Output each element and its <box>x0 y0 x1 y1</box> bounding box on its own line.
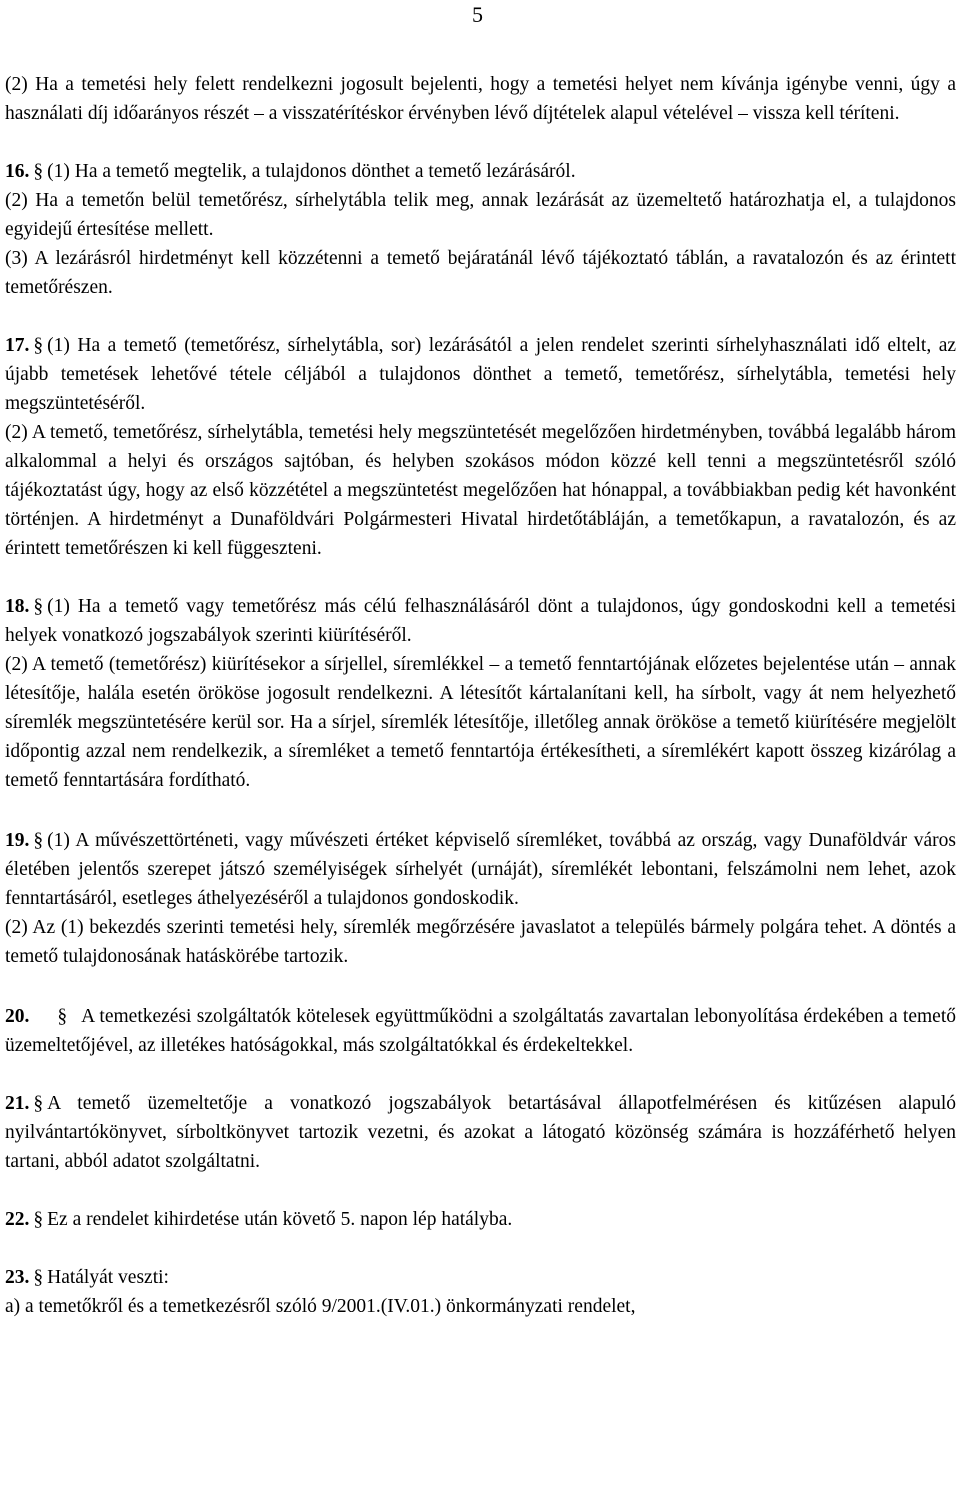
section-sign-icon: § <box>33 1267 44 1288</box>
paragraph-text: (1) Ha a temető vagy temetőrész más célú felhasználásáról dönt a tulajdonos, úgy gondoskodni kell a temetési helyek vonatkozó jogszabályok szerinti kiürítéséről. <box>5 596 956 646</box>
paragraph-19-2: (2) Az (1) bekezdés szerinti temetési hely, síremlék megőrzésére javaslatot a település bármely polgára tehet. A döntés a temető tulajdonosának hatáskörébe tartozik. <box>5 917 956 967</box>
section-19 <box>5 826 956 913</box>
section-sign-icon: § <box>33 1093 44 1114</box>
section-number: 18. <box>5 596 30 617</box>
page-number: 5 <box>472 2 483 27</box>
document-body <box>5 70 956 1321</box>
section-number: 20. <box>5 1006 30 1027</box>
section-number: 17. <box>5 335 30 356</box>
section-21 <box>5 1089 956 1176</box>
section-number: 21. <box>5 1093 30 1114</box>
paragraph-text: (1) Ha a temető (temetőrész, sírhelytábla, sor) lezárásától a jelen rendelet szerinti sírhelyhasználati idő eltelt, az újabb temetések lehetővé tétele céljából a tulajdonos dönthet a temető, temetőrész, sírhelytábla, temetési hely megszüntetéséről. <box>5 335 956 414</box>
repealed-item-a: a) a temetőkről és a temetkezésről szóló 9/2001.(IV.01.) önkormányzati rendelet, <box>5 1296 636 1317</box>
paragraph-16-3: (3) A lezárásról hirdetményt kell közzétenni a temető bejáratánál lévő tájékoztató táblán, a ravatalozón és az érintett temetőrészen. <box>5 248 956 298</box>
section-number: 16. <box>5 161 30 182</box>
section-sign-icon: § <box>57 1006 68 1027</box>
section-17 <box>5 331 956 418</box>
paragraph-text: Hatályát veszti: <box>47 1267 169 1288</box>
section-18 <box>5 592 956 650</box>
paragraph-text: (1) A művészettörténeti, vagy művészeti értéket képviselő síremléket, továbbá az ország, vagy Dunaföldvár város életében jelentős szerepet játszó személyiségek sírhelyét (urnáját), síremlékét lebontani, felszámolni nem lehet, azok fenntartásáról, esetleges áthelyezéséről a tulajdonos gondoskodik. <box>5 830 956 909</box>
section-22 <box>5 1205 956 1234</box>
paragraph-17-2: (2) A temető, temetőrész, sírhelytábla, temetési hely megszüntetését megelőzően hirdetményben, továbbá legalább három alkalommal a helyi és országos sajtóban, és helyben szokásos módon közzé kell tenni a megszüntetésről szóló tájékoztatást úgy, hogy az első közzététel a megszüntetést megelőzően hat hónappal, a továbbiakban pedig két havonként történjen. A hirdetményt a Dunaföldvári Polgármesteri Hivatal hirdetőtábláján, a temetőkapun, a ravatalozón, és az érintett temetőrészen ki kell függeszteni. <box>5 422 956 559</box>
section-sign-icon: § <box>33 830 44 851</box>
section-23 <box>5 1263 956 1292</box>
section-sign-icon: § <box>33 161 44 182</box>
section-number: 23. <box>5 1267 30 1288</box>
section-20 <box>5 1002 956 1060</box>
section-sign-icon: § <box>33 1209 44 1230</box>
section-16 <box>5 157 956 186</box>
paragraph-text: Ez a rendelet kihirdetése után követő 5. napon lép hatályba. <box>47 1209 513 1230</box>
paragraph-15-2: (2) Ha a temetési hely felett rendelkezni jogosult bejelenti, hogy a temetési helyet nem kívánja igénybe venni, úgy a használati díj időarányos részét – a visszatérítéskor érvényben lévő díjtételek alapul vételével – vissza kell téríteni. <box>5 74 956 124</box>
paragraph-text: A temetkezési szolgáltatók kötelesek együttműködni a szolgáltatás zavartalan lebonyolítása érdekében a temető üzemeltetőjével, az illetékes hatóságokkal, más szolgáltatókkal és érdekeltekkel. <box>5 1006 956 1056</box>
section-number: 19. <box>5 830 30 851</box>
paragraph-text: A temető üzemeltetője a vonatkozó jogszabályok betartásával állapotfelmérésen és kitűzésen alapuló nyilvántartókönyvet, sírboltkönyvet tartozik vezetni, és azokat a látogató közönség számára is hozzáférhető helyen tartani, abból adatot szolgáltatni. <box>5 1093 956 1172</box>
section-sign-icon: § <box>33 335 44 356</box>
section-sign-icon: § <box>33 596 44 617</box>
paragraph-16-2: (2) Ha a temetőn belül temetőrész, sírhelytábla telik meg, annak lezárását az üzemeltető határozhatja el, a tulajdonos egyidejű értesítése mellett. <box>5 190 956 240</box>
section-number: 22. <box>5 1209 30 1230</box>
paragraph-18-2: (2) A temető (temetőrész) kiürítésekor a sírjellel, síremlékkel – a temető fenntartójának előzetes bejelentése után – annak létesítője, halála esetén örököse jogosult rendelkezni. A létesítőt kártalanítani kell, ha sírbolt, vagy át nem helyezhető síremlék megszüntetésére kerül sor. Ha a sírjel, síremlék létesítője, illetőleg annak örököse a temető kiürítésére megjelölt időpontig azzal nem rendelkezik, a síremléket a temető fenntartója értékesítheti, a síremlékért kapott összeg kizárólag a temető fenntartására fordítható. <box>5 654 956 791</box>
paragraph-text: (1) Ha a temető megtelik, a tulajdonos dönthet a temető lezárásáról. <box>47 161 576 182</box>
